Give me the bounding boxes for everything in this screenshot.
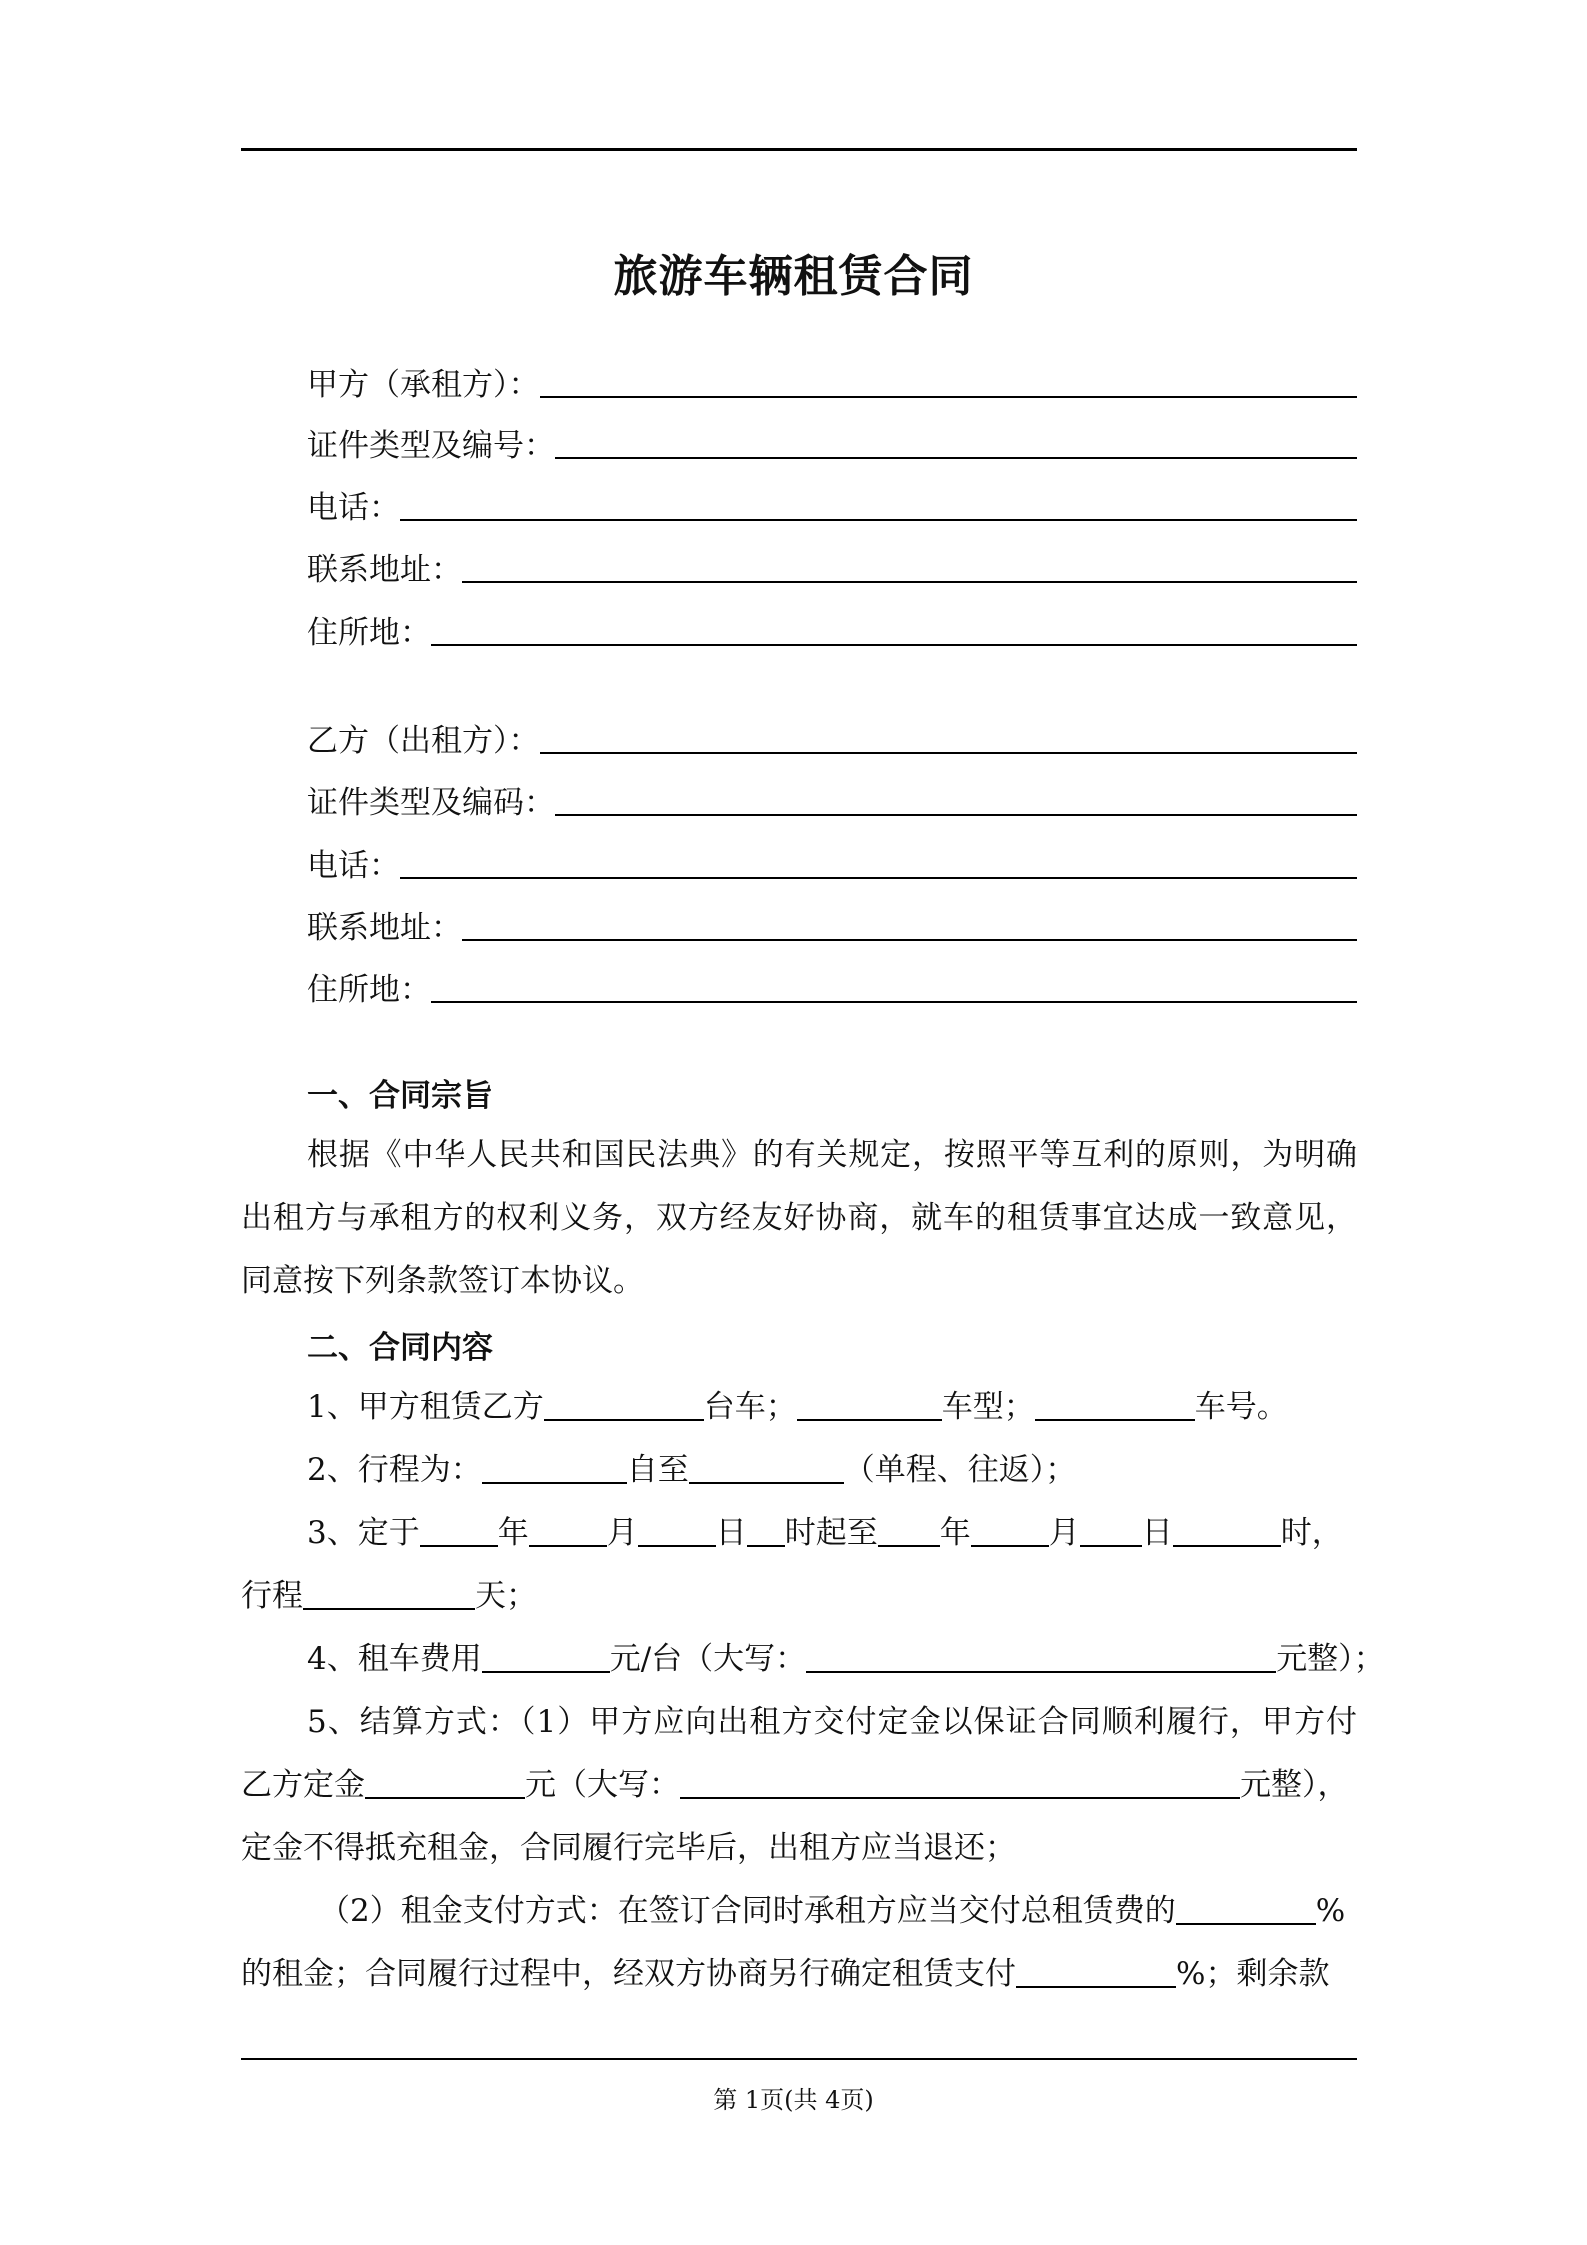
party-b-phone-field[interactable]	[307, 839, 1357, 885]
item1-text: 1、甲方租赁乙方	[307, 1389, 544, 1425]
item5-2-text: （2）租金支付方式：在签订合同时承租方应当交付总租赁费的	[319, 1893, 1176, 1929]
deposit-words-blank[interactable]	[680, 1769, 1240, 1799]
rental-fee-words-blank[interactable]	[806, 1643, 1276, 1673]
item5-2-text: %	[1315, 1893, 1346, 1929]
item4-text: 元整）；	[1276, 1641, 1385, 1677]
party-a-id-field[interactable]	[307, 419, 1357, 465]
item1-text: 台车；	[703, 1389, 797, 1425]
vehicle-count-blank[interactable]	[544, 1391, 704, 1421]
item4-text: 4、租车费用	[307, 1641, 482, 1677]
party-a-phone-line[interactable]	[400, 519, 1357, 521]
end-hour-blank[interactable]	[1173, 1517, 1281, 1547]
party-b-id-field[interactable]	[307, 776, 1357, 822]
item2-text: （单程、往返）；	[843, 1452, 1077, 1488]
item1-text: 车型；	[941, 1389, 1035, 1425]
item3-cont-line	[241, 1565, 1357, 1628]
item5-2-line	[241, 1880, 1357, 1943]
item1-text: 车号。	[1194, 1389, 1288, 1425]
prepay-percent-blank[interactable]	[1176, 1895, 1316, 1925]
item3-text: 天；	[475, 1578, 537, 1614]
party-a-name-line[interactable]	[540, 396, 1358, 398]
party-b-residence-field[interactable]	[307, 963, 1357, 1009]
item3-text: 年	[939, 1515, 971, 1551]
end-year-blank[interactable]	[878, 1517, 940, 1547]
party-b-phone-line[interactable]	[400, 877, 1357, 879]
item2-text: 自至	[626, 1452, 689, 1488]
item5-text: 乙方定金	[241, 1767, 365, 1803]
party-b-residence-line[interactable]	[431, 1001, 1357, 1003]
page-number: 第 1页(共 4页)	[713, 2086, 874, 2114]
route-from-blank[interactable]	[482, 1454, 627, 1484]
plate-number-blank[interactable]	[1035, 1391, 1195, 1421]
end-month-blank[interactable]	[971, 1517, 1049, 1547]
party-a-residence-label: 住所地：	[307, 615, 431, 651]
party-b-address-field[interactable]	[307, 901, 1357, 947]
party-b-address-label: 联系地址：	[307, 910, 462, 946]
item5-2-text: 的租金；合同履行过程中，经双方协商另行确定租赁支付	[241, 1956, 1016, 1992]
header-rule	[241, 148, 1357, 151]
start-hour-blank[interactable]	[747, 1517, 785, 1547]
party-b-address-line[interactable]	[462, 939, 1357, 941]
rental-fee-blank[interactable]	[482, 1643, 610, 1673]
item5-line2	[241, 1754, 1357, 1817]
footer-rule	[241, 2058, 1357, 2060]
deposit-amount-blank[interactable]	[365, 1769, 525, 1799]
section1-line: 同意按下列条款签订本协议。	[241, 1263, 644, 1299]
item3-text: 日	[715, 1515, 747, 1551]
party-b-name-label: 乙方（出租方）：	[307, 723, 540, 759]
section1-paragraph	[241, 1124, 1357, 1313]
item5-line3: 定金不得抵充租金，合同履行完毕后，出租方应当退还；	[241, 1830, 1016, 1866]
end-day-blank[interactable]	[1080, 1517, 1142, 1547]
party-a-address-line[interactable]	[462, 581, 1357, 583]
item5-2-text: %；剩余款	[1176, 1956, 1330, 1992]
item3-text: 月	[606, 1515, 638, 1551]
start-year-blank[interactable]	[420, 1517, 498, 1547]
party-a-name-label: 甲方（承租方）：	[307, 367, 540, 403]
section1-line: 根据《中华人民共和国民法典》的有关规定，按照平等互利的原则，为明确	[307, 1137, 1357, 1173]
item3-text: 月	[1048, 1515, 1080, 1551]
item4-line	[241, 1628, 1385, 1691]
item3-text: 年	[497, 1515, 529, 1551]
party-b-id-line[interactable]	[555, 814, 1357, 816]
item5-2-line2	[241, 1943, 1357, 2006]
party-b-name-line[interactable]	[540, 752, 1358, 754]
item1-line	[241, 1376, 1357, 1439]
item2-text: 2、行程为：	[307, 1452, 482, 1488]
item3-text: 3、定于	[307, 1515, 420, 1551]
party-b-name-field[interactable]	[307, 714, 1357, 760]
party-b-residence-label: 住所地：	[307, 972, 431, 1008]
start-month-blank[interactable]	[529, 1517, 607, 1547]
party-a-address-label: 联系地址：	[307, 552, 462, 588]
vehicle-model-blank[interactable]	[797, 1391, 942, 1421]
section2-paragraph	[241, 1376, 1385, 2006]
trip-days-blank[interactable]	[303, 1580, 475, 1610]
item4-text: 元/台（大写：	[609, 1641, 807, 1677]
document-title: 旅游车辆租赁合同	[613, 251, 974, 302]
item2-line	[241, 1439, 1357, 1502]
party-a-id-label: 证件类型及编号：	[307, 428, 555, 464]
party-a-residence-field[interactable]	[307, 606, 1357, 652]
section1-line: 出租方与承租方的权利义务，双方经友好协商，就车的租赁事宜达成一致意见，	[241, 1200, 1357, 1236]
section1-heading: 一、合同宗旨	[307, 1078, 493, 1114]
party-b-phone-label: 电话：	[307, 848, 400, 884]
party-a-phone-label: 电话：	[307, 490, 400, 526]
route-to-blank[interactable]	[689, 1454, 844, 1484]
item3-text: 日	[1141, 1515, 1173, 1551]
interim-percent-blank[interactable]	[1016, 1958, 1176, 1988]
item3-line	[241, 1502, 1357, 1565]
party-a-phone-field[interactable]	[307, 481, 1357, 527]
party-a-address-field[interactable]	[307, 543, 1357, 589]
item5-line: 5、结算方式：（1）甲方应向出租方交付定金以保证合同顺利履行，甲方付	[307, 1704, 1357, 1740]
item3-text: 时起至	[784, 1515, 878, 1551]
section2-heading: 二、合同内容	[307, 1330, 493, 1366]
start-day-blank[interactable]	[638, 1517, 716, 1547]
party-a-id-line[interactable]	[555, 457, 1357, 459]
party-b-id-label: 证件类型及编码：	[307, 785, 555, 821]
party-a-residence-line[interactable]	[431, 644, 1357, 646]
item5-text: 元整），	[1240, 1767, 1349, 1803]
party-a-name-field[interactable]	[307, 358, 1357, 404]
item5-text: 元（大写：	[525, 1767, 680, 1803]
item3-text: 时，	[1280, 1515, 1343, 1551]
item3-text: 行程	[241, 1578, 303, 1614]
